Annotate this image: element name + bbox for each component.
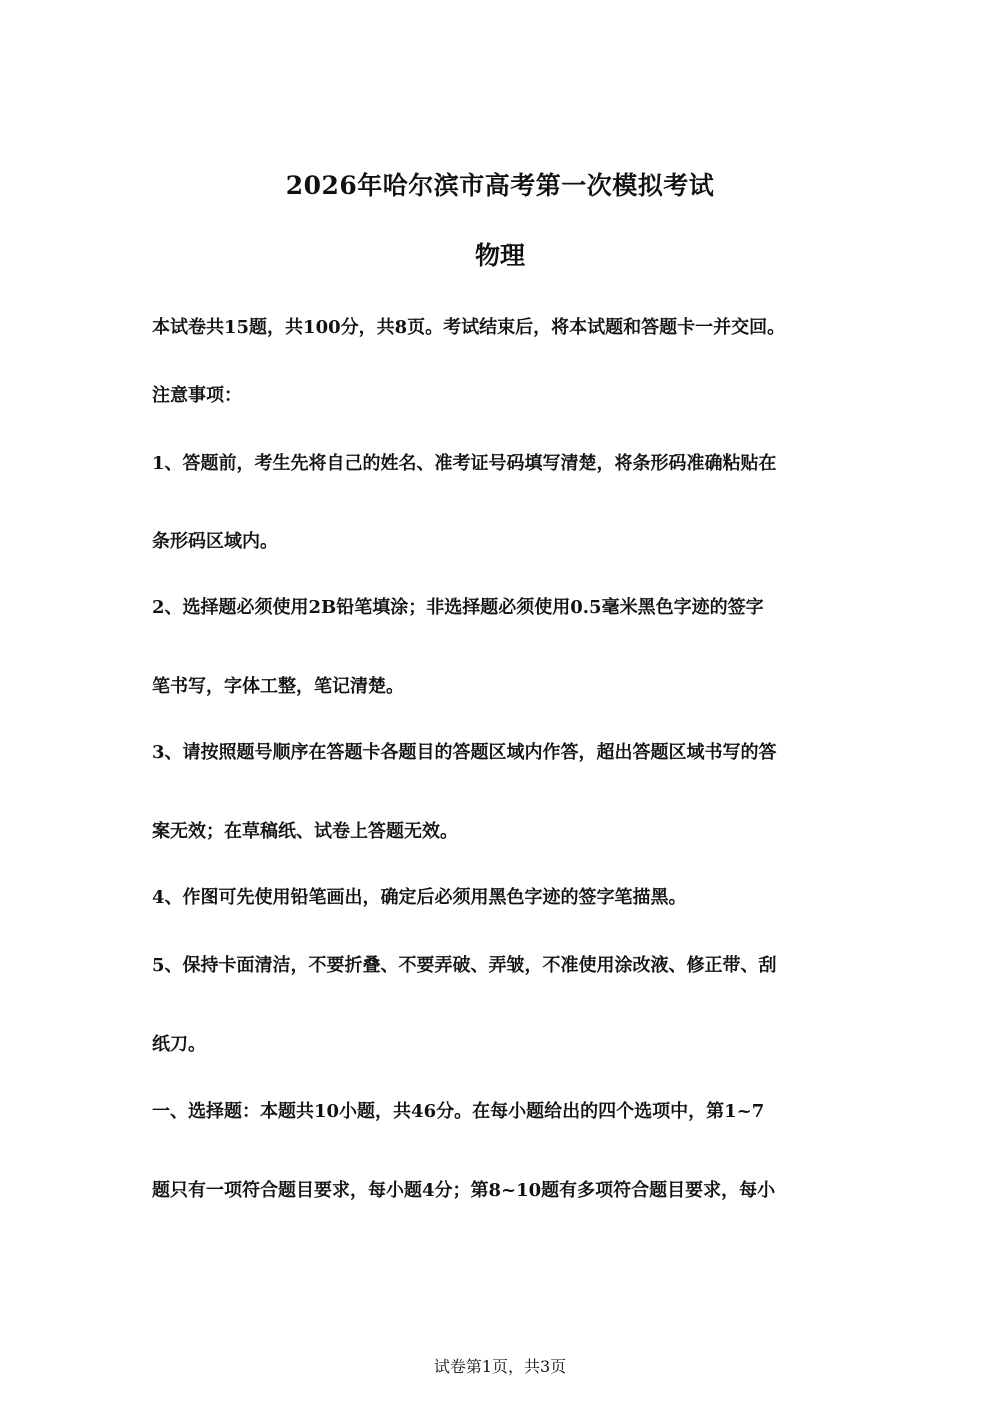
exam-title: 2026年哈尔滨市高考第一次模拟考试 <box>285 171 715 200</box>
notice-line: 1、答题前，考生先将自己的姓名、准考证号码填写清楚，将条形码准确粘贴在 <box>152 453 777 474</box>
notice-line: 案无效；在草稿纸、试卷上答题无效。 <box>152 821 458 842</box>
exam-subject: 物理 <box>474 241 525 270</box>
notice-line: 条形码区域内。 <box>152 531 278 552</box>
section-line: 一、选择题：本题共10小题，共46分。在每小题给出的四个选项中，第1~7 <box>152 1101 765 1122</box>
exam-intro: 本试卷共15题，共100分，共8页。考试结束后，将本试题和答题卡一并交回。 <box>152 317 786 338</box>
notice-line: 2、选择题必须使用2B铅笔填涂；非选择题必须使用0.5毫米黑色字迹的签字 <box>152 597 764 618</box>
notice-line: 3、请按照题号顺序在答题卡各题目的答题区域内作答，超出答题区域书写的答 <box>152 742 777 763</box>
page-footer: 试卷第1页，共3页 <box>433 1357 567 1376</box>
notice-line: 5、保持卡面清洁，不要折叠、不要弄破、弄皱，不准使用涂改液、修正带、刮 <box>152 955 777 976</box>
notice-heading: 注意事项： <box>152 385 242 406</box>
notice-line: 纸刀。 <box>152 1034 206 1055</box>
notice-line: 4、作图可先使用铅笔画出，确定后必须用黑色字迹的签字笔描黑。 <box>152 887 687 908</box>
section-line: 题只有一项符合题目要求，每小题4分；第8~10题有多项符合题目要求，每小 <box>152 1180 776 1201</box>
notice-line: 笔书写，字体工整，笔记清楚。 <box>152 676 404 697</box>
